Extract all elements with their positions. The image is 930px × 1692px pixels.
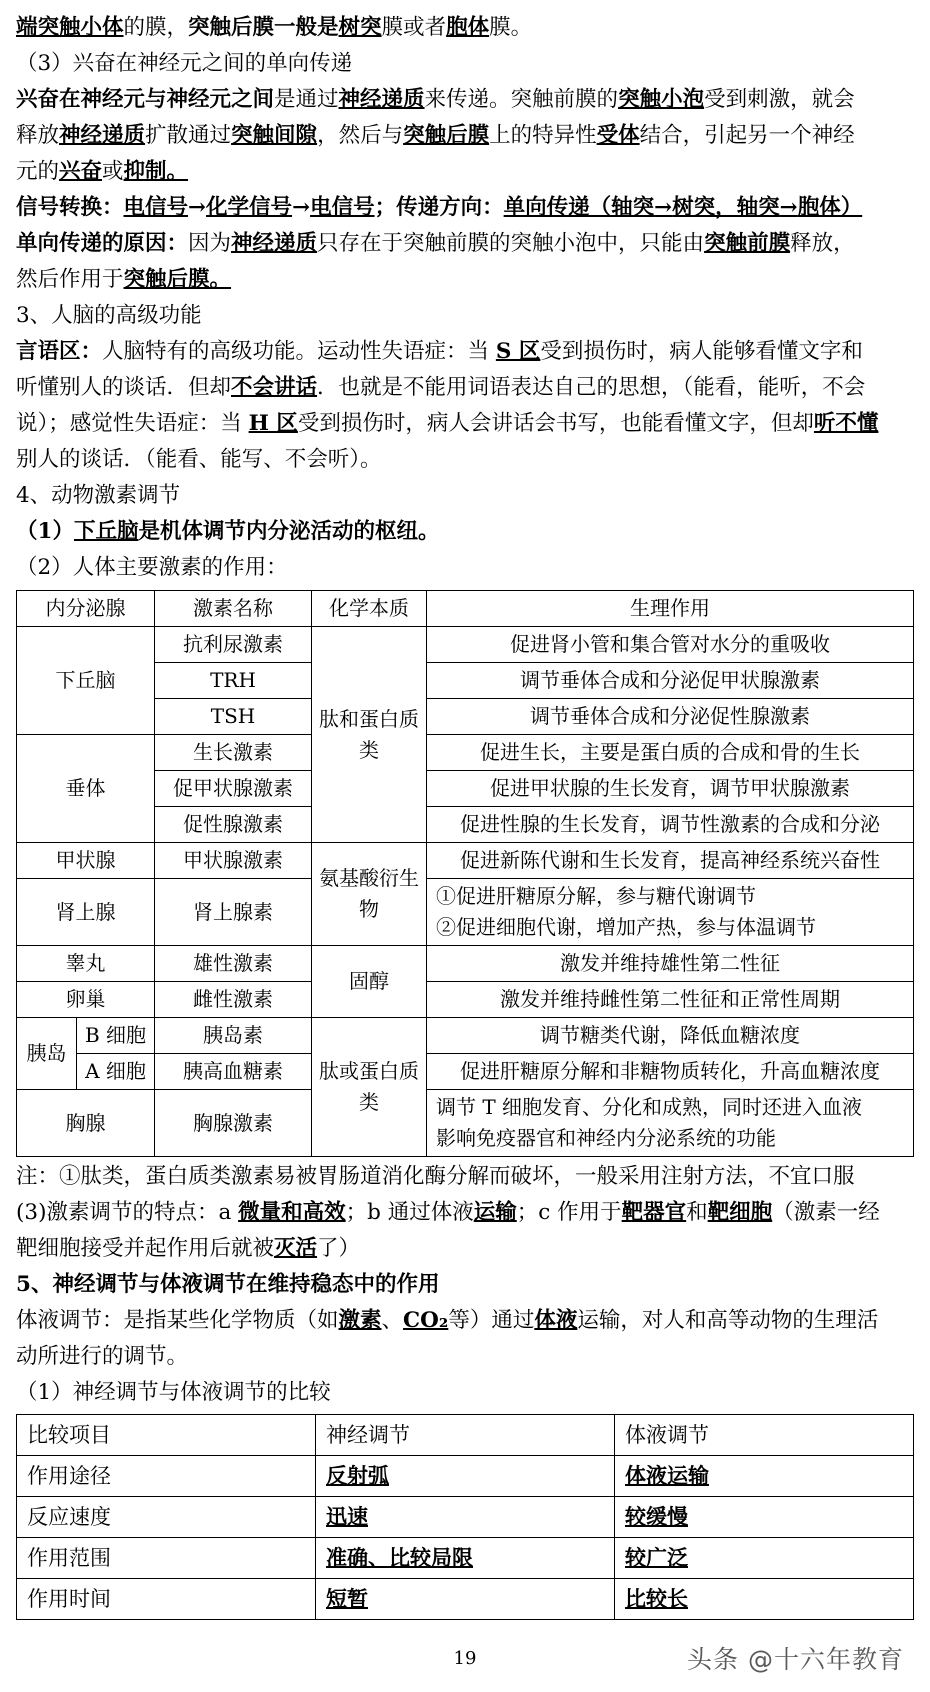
- column-header: 体液调节: [615, 1415, 914, 1456]
- compare-item-cell: 作用范围: [17, 1538, 316, 1579]
- text-run: 只存在于突触前膜的突触小泡中，只能由: [317, 231, 705, 256]
- effect-line: ①促进肝糖原分解，参与糖代谢调节: [436, 884, 756, 908]
- text-run: 结合，引起另一个神经: [639, 123, 855, 148]
- text-run: S 区: [495, 339, 541, 364]
- gland-cell: 甲状腺: [17, 843, 155, 879]
- text-run: 运输: [473, 1200, 517, 1225]
- hormone-name-cell: 促甲状腺激素: [155, 771, 312, 807]
- hormone-name-cell: 生长激素: [155, 735, 312, 771]
- compare-item-cell: 作用时间: [17, 1579, 316, 1620]
- text-run: H 区: [248, 411, 298, 436]
- text-run: 树突: [338, 15, 382, 40]
- table-row: [17, 1497, 914, 1538]
- text-run: 和: [686, 1200, 708, 1225]
- hormone-name-cell: 胰高血糖素: [155, 1054, 312, 1090]
- text-run: 或: [102, 159, 124, 184]
- hormone-table: [16, 590, 914, 1157]
- text-run: 体液: [534, 1308, 578, 1333]
- effect-cell: 激发并维持雄性第二性征: [427, 946, 914, 982]
- islet-cell-type: B 细胞: [77, 1018, 155, 1054]
- text-run: 突触间隙: [231, 123, 318, 148]
- text-run: 靶器官: [621, 1200, 687, 1225]
- gland-cell: 胰岛: [17, 1018, 77, 1090]
- text-run: 扩散通过: [145, 123, 232, 148]
- text-run: （1）: [16, 519, 74, 544]
- gland-cell: 卵巢: [17, 982, 155, 1018]
- paragraph-l14: [16, 478, 914, 514]
- text-run: 受到损伤时，病人能够看懂文字和: [540, 339, 863, 364]
- note-n6: [16, 1339, 914, 1375]
- hormone-name-cell: 促性腺激素: [155, 807, 312, 843]
- humoral-regulation-cell: [615, 1497, 914, 1538]
- text-run: 人脑特有的高级功能。运动性失语症：当: [102, 339, 496, 364]
- gland-cell: 胸腺: [17, 1090, 155, 1157]
- table-header-row: [17, 1415, 914, 1456]
- text-run: →: [654, 195, 673, 220]
- text-run: 别人的谈话．（能看、能写、不会听）。: [16, 447, 382, 472]
- chemical-nature-cell: 氨基酸衍生物: [312, 843, 427, 946]
- hormone-name-cell: 抗利尿激素: [155, 627, 312, 663]
- hormone-name-cell: 雌性激素: [155, 982, 312, 1018]
- paragraph-l13: [16, 442, 914, 478]
- gland-cell: 下丘脑: [17, 627, 155, 735]
- paragraph-l11: [16, 370, 914, 406]
- text-run: 突触小泡: [618, 87, 705, 112]
- chemical-nature-cell: 固醇: [312, 946, 427, 1018]
- paragraph-l7: [16, 226, 914, 262]
- humoral-regulation-cell: [615, 1579, 914, 1620]
- table-row: [17, 1456, 914, 1497]
- text-run: 电信号: [310, 195, 375, 220]
- gland-cell: 肾上腺: [17, 879, 155, 946]
- text-run: 短暂: [326, 1586, 368, 1611]
- text-run: 突触前膜: [704, 231, 791, 256]
- paragraph-l5: [16, 154, 914, 190]
- text-run: 突触后膜: [403, 123, 490, 148]
- text-run: →: [188, 195, 207, 220]
- hormone-name-cell: 肾上腺素: [155, 879, 312, 946]
- text-run: 微量和高效: [238, 1200, 346, 1225]
- effect-cell: [427, 879, 914, 946]
- nerve-regulation-cell: [316, 1456, 615, 1497]
- hormone-name-cell: 雄性激素: [155, 946, 312, 982]
- hormone-name-cell: 胰岛素: [155, 1018, 312, 1054]
- text-run: 兴奋在神经元与神经元之间: [16, 87, 275, 112]
- table-row: [17, 1579, 914, 1620]
- effect-cell: 调节垂体合成和分泌促性腺激素: [427, 699, 914, 735]
- text-run: 了）: [317, 1236, 361, 1261]
- text-run: 等）通过: [448, 1308, 535, 1333]
- text-run: 元的: [16, 159, 60, 184]
- text-run: 3、人脑的高级功能: [16, 303, 202, 328]
- text-run: 上的特异性: [489, 123, 597, 148]
- text-run: 胞体: [446, 15, 490, 40]
- paragraph-l10: [16, 334, 914, 370]
- text-run: CO₂: [403, 1308, 449, 1333]
- paragraph-l15: [16, 514, 914, 550]
- paragraph-l4: [16, 118, 914, 154]
- table-header-row: [17, 591, 914, 627]
- table-row: [17, 1018, 914, 1054]
- text-run: 的膜，: [123, 15, 189, 40]
- text-run: 靶细胞接受并起作用后就被: [16, 1236, 275, 1261]
- page-footer: [16, 1620, 914, 1692]
- text-run: （1）神经调节与体液调节的比较: [16, 1380, 331, 1405]
- effect-cell: 促进生长，主要是蛋白质的合成和骨的生长: [427, 735, 914, 771]
- text-run: 释放: [16, 123, 60, 148]
- paragraph-l9: [16, 298, 914, 334]
- text-run: 传递方向：: [396, 195, 504, 220]
- text-run: 准确、比较局限: [326, 1545, 473, 1570]
- text-run: 突触后膜。: [123, 267, 232, 292]
- text-run: 膜。: [489, 15, 533, 40]
- text-run: 5、神经调节与体液调节在维持稳态中的作用: [16, 1272, 440, 1297]
- text-run: 受体: [596, 123, 640, 148]
- islet-cell-type: A 细胞: [77, 1054, 155, 1090]
- text-run: 注：①肽类，蛋白质类激素易被胃肠道消化酶分解而破坏，一般采用注射方法，不宜口服: [16, 1164, 855, 1189]
- effect-cell: 促进肾小管和集合管对水分的重吸收: [427, 627, 914, 663]
- note-n4: [16, 1267, 914, 1303]
- text-run: 树突，轴突: [672, 195, 780, 220]
- paragraph-l2: [16, 46, 914, 82]
- effect-cell: 激发并维持雌性第二性征和正常性周期: [427, 982, 914, 1018]
- text-run: 然后作用于: [16, 267, 124, 292]
- text-run: 受到损伤时，病人会讲话会书写，也能看懂文字，但却: [297, 411, 814, 436]
- text-run: （2）人体主要激素的作用：: [16, 555, 288, 580]
- text-run: 比较长: [625, 1586, 688, 1611]
- paragraph-l1: [16, 10, 914, 46]
- text-run: 单向传递的原因：: [16, 231, 189, 256]
- table-row: [17, 627, 914, 663]
- comparison-table: [16, 1414, 914, 1620]
- column-header: 神经调节: [316, 1415, 615, 1456]
- note-n5: [16, 1303, 914, 1339]
- text-run: 单向传递（轴突: [503, 195, 655, 220]
- table-row: [17, 946, 914, 982]
- effect-cell: 促进新陈代谢和生长发育，提高神经系统兴奋性: [427, 843, 914, 879]
- text-run: 体液运输: [625, 1463, 709, 1488]
- text-run: 信号转换：: [16, 195, 124, 220]
- table-row: [17, 843, 914, 879]
- column-header: 化学本质: [312, 591, 427, 627]
- table-row: [17, 1538, 914, 1579]
- effect-line: ②促进细胞代谢，增加产热，参与体温调节: [436, 915, 816, 939]
- text-run: 神经递质: [338, 87, 425, 112]
- nerve-regulation-cell: [316, 1497, 615, 1538]
- text-run: 抑制。: [123, 159, 189, 184]
- text-run: 胞体）: [797, 195, 863, 220]
- text-run: 神经递质: [59, 123, 146, 148]
- column-header: 比较项目: [17, 1415, 316, 1456]
- text-run: ；b 通过体液: [345, 1200, 474, 1225]
- effect-line: 调节 T 细胞发育、分化和成熟，同时还进入血液: [436, 1095, 863, 1119]
- effect-cell: 促进肝糖原分解和非糖物质转化，升高血糖浓度: [427, 1054, 914, 1090]
- hormone-name-cell: 胸腺激素: [155, 1090, 312, 1157]
- table-row: [17, 1054, 914, 1090]
- text-run: 是通过: [274, 87, 339, 112]
- text-run: (3)激素调节的特点：a: [16, 1200, 239, 1225]
- chemical-nature-cell: 肽或蛋白质类: [312, 1018, 427, 1157]
- text-run: ；: [374, 195, 397, 220]
- nerve-regulation-cell: [316, 1579, 615, 1620]
- text-run: ；c 作用于: [516, 1200, 622, 1225]
- intro-paragraphs: [16, 10, 914, 586]
- compare-item-cell: 作用途径: [17, 1456, 316, 1497]
- text-run: ．也就是不能用词语表达自己的思想，（能看，能听，不会: [317, 375, 866, 400]
- text-run: 言语区：: [16, 339, 103, 364]
- nerve-regulation-cell: [316, 1538, 615, 1579]
- text-run: 兴奋: [59, 159, 103, 184]
- text-run: →: [779, 195, 798, 220]
- text-run: 端突触小体: [16, 15, 124, 40]
- table-row: [17, 1090, 914, 1157]
- text-run: 化学信号: [206, 195, 293, 220]
- text-run: 体液调节：是指某些化学物质（如: [16, 1308, 339, 1333]
- column-header: 生理作用: [427, 591, 914, 627]
- text-run: 、: [381, 1308, 404, 1333]
- gland-cell: 睾丸: [17, 946, 155, 982]
- column-header: 激素名称: [155, 591, 312, 627]
- column-header: 内分泌腺: [17, 591, 155, 627]
- text-run: 神经递质: [231, 231, 318, 256]
- text-run: 下丘脑: [73, 519, 139, 544]
- text-run: 突触后膜一般是: [188, 15, 339, 40]
- paragraph-l8: [16, 262, 914, 298]
- text-run: →: [292, 195, 311, 220]
- paragraph-l12: [16, 406, 914, 442]
- effect-cell: 促进性腺的生长发育，调节性激素的合成和分泌: [427, 807, 914, 843]
- text-run: 听懂别人的谈话．但却: [16, 375, 232, 400]
- text-run: 听不懂: [813, 411, 879, 436]
- effect-cell: 促进甲状腺的生长发育，调节甲状腺激素: [427, 771, 914, 807]
- note-n7: [16, 1375, 914, 1411]
- compare-item-cell: 反应速度: [17, 1497, 316, 1538]
- hormone-name-cell: 甲状腺激素: [155, 843, 312, 879]
- paragraph-l3: [16, 82, 914, 118]
- text-run: 灭活: [274, 1236, 318, 1261]
- gland-cell: 垂体: [17, 735, 155, 843]
- text-run: （3）兴奋在神经元之间的单向传递: [16, 51, 353, 76]
- effect-line: 影响免疫器官和神经内分泌系统的功能: [436, 1126, 776, 1150]
- notes-paragraphs: [16, 1159, 914, 1411]
- text-run: 因为: [188, 231, 232, 256]
- paragraph-l6: [16, 190, 914, 226]
- paragraph-l16: [16, 550, 914, 586]
- text-run: 不会讲话: [231, 375, 318, 400]
- effect-cell: 调节垂体合成和分泌促甲状腺激素: [427, 663, 914, 699]
- humoral-regulation-cell: [615, 1538, 914, 1579]
- note-n1: [16, 1159, 914, 1195]
- text-run: 运输，对人和高等动物的生理活: [577, 1308, 879, 1333]
- hormone-name-cell: TSH: [155, 699, 312, 735]
- humoral-regulation-cell: [615, 1456, 914, 1497]
- text-run: （激素一经: [772, 1200, 880, 1225]
- text-run: ，然后与: [317, 123, 404, 148]
- text-run: 反射弧: [326, 1463, 389, 1488]
- text-run: 动所进行的调节。: [16, 1344, 189, 1369]
- note-n2: [16, 1195, 914, 1231]
- note-n3: [16, 1231, 914, 1267]
- text-run: 释放，: [790, 231, 855, 256]
- text-run: 是机体调节内分泌活动的枢纽。: [138, 519, 440, 544]
- text-run: 迅速: [326, 1504, 368, 1529]
- hormone-name-cell: TRH: [155, 663, 312, 699]
- table-row: [17, 879, 914, 946]
- chemical-nature-cell: 肽和蛋白质类: [312, 627, 427, 843]
- text-run: 来传递。突触前膜的: [424, 87, 619, 112]
- text-run: 靶细胞: [707, 1200, 773, 1225]
- effect-cell: [427, 1090, 914, 1157]
- text-run: 激素: [338, 1308, 382, 1333]
- text-run: 4、动物激素调节: [16, 483, 181, 508]
- table-row: [17, 982, 914, 1018]
- text-run: 较广泛: [625, 1545, 688, 1570]
- page-number: 19: [453, 1648, 477, 1669]
- table-row: [17, 735, 914, 771]
- text-run: 膜或者: [381, 15, 447, 40]
- text-run: 受到刺激，就会: [704, 87, 855, 112]
- text-run: 说）；感觉性失语症：当: [16, 411, 249, 436]
- effect-cell: 调节糖类代谢，降低血糖浓度: [427, 1018, 914, 1054]
- text-run: 电信号: [123, 195, 189, 220]
- text-run: 较缓慢: [625, 1504, 688, 1529]
- watermark-text: 头条 @十六年教育: [687, 1645, 904, 1674]
